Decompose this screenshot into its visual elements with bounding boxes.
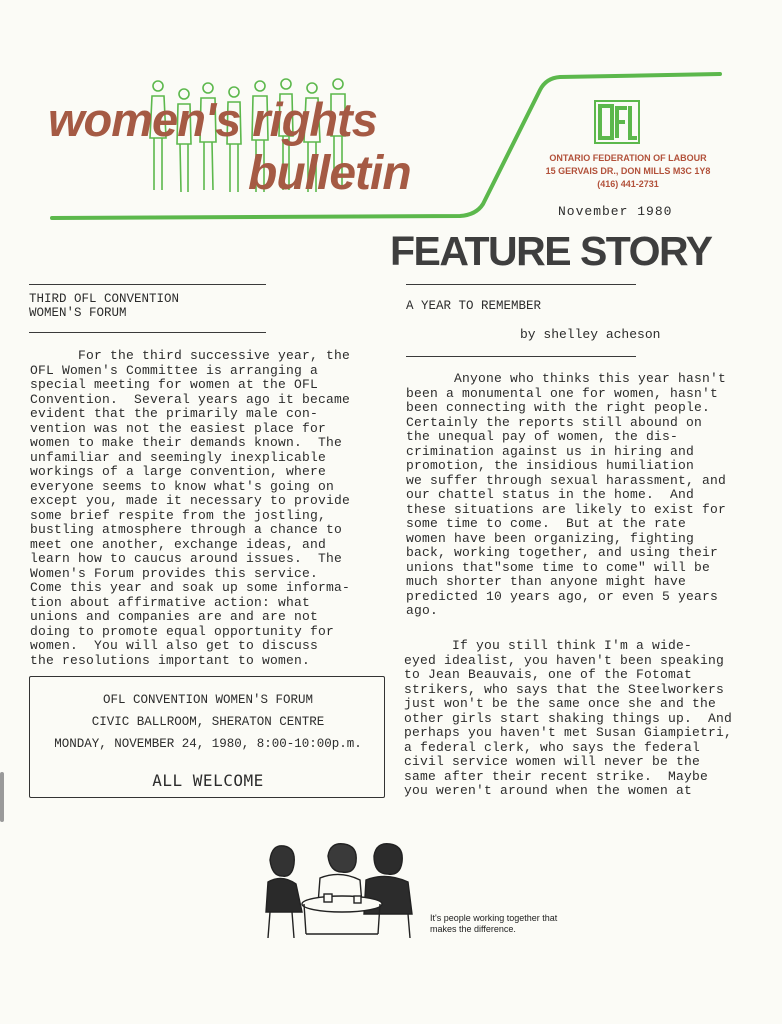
org-phone: (416) 441-2731 [597, 179, 659, 189]
left-article-line: For the third successive year, the [30, 348, 351, 363]
right-article-line: eyed idealist, you haven't been speaking [404, 652, 725, 668]
right-heading: A YEAR TO REMEMBER [406, 299, 542, 313]
left-article-line: special meeting for women at the OFL [30, 377, 319, 392]
page-edge-mark [0, 772, 4, 822]
right-article-line: some time to come. But at the rate [406, 516, 687, 531]
left-article-line: everyone seems to know what's going on [30, 478, 335, 494]
women-at-table-illustration [262, 842, 418, 942]
right-article-paragraph-2 [404, 639, 732, 799]
feature-title: FEATURE STORY [390, 228, 712, 274]
left-article-line: Come this year and soak up some informa- [30, 580, 351, 595]
ofl-logo [594, 100, 640, 144]
left-article-line: women to make their demands known. The [30, 435, 343, 450]
right-article-line: been connecting with the right people. [406, 400, 711, 415]
left-heading-rule-bottom [29, 332, 266, 333]
right-article-line: just won't be the same once she and the [404, 696, 717, 711]
caption-line1: It's people working together that [430, 913, 558, 923]
left-article-body [30, 349, 350, 668]
right-article-line: civil service women will never be the [404, 754, 701, 769]
left-article-line: workings of a large convention, where [30, 464, 327, 479]
notice-welcome: ALL WELCOME [152, 771, 264, 790]
right-article-line: crimination against us in hiring and [406, 443, 695, 459]
right-article-line: back, working together, and using their [406, 545, 719, 560]
right-article-line: been a monumental one for women, hasn't [406, 385, 719, 401]
right-article-line: women have been organizing, fighting [406, 530, 695, 546]
left-article-line: unions and companies are and are not [30, 609, 319, 624]
right-article-line: unions that"some time to come" will be [406, 559, 711, 575]
issue-date: November 1980 [558, 204, 673, 219]
left-article-line: unfamiliar and seemingly inexplicable [30, 449, 327, 465]
right-article-line: ago. [406, 603, 439, 618]
ofl-logo-text: OFL [617, 143, 619, 144]
left-article-line: vention was not the easiest place for [30, 420, 327, 436]
right-article-line: you weren't around when the women at [404, 783, 693, 798]
left-article-line: Convention. Several years ago it became [30, 391, 351, 407]
right-article-line: a federal clerk, who says the federal [404, 739, 701, 755]
right-article-line: to Jean Beauvais, one of the Fotomat [404, 667, 693, 682]
left-article-line: learn how to caucus around issues. The [30, 551, 343, 566]
left-heading-line1: THIRD OFL CONVENTION [29, 292, 180, 306]
right-article-line: promotion, the insidious humiliation [406, 458, 695, 473]
right-article-line: the unequal pay of women, the dis- [406, 429, 679, 444]
left-article-line: doing to promote equal opportunity for [30, 623, 335, 639]
byline: by shelley acheson [520, 327, 661, 342]
notice-title: OFL CONVENTION WOMEN'S FORUM [102, 693, 314, 707]
org-name: ONTARIO FEDERATION OF LABOUR [549, 153, 707, 163]
left-article-line: Women's Forum provides this service. [30, 565, 319, 581]
masthead-title-line1: women's rights [48, 93, 377, 146]
org-address: 15 GERVAIS DR., DON MILLS M3C 1Y8 [545, 166, 711, 176]
left-heading-rule-top [29, 284, 266, 285]
left-article-line: some brief respite from the jostling, [30, 507, 327, 523]
right-article-line: our chattel status in the home. And [406, 487, 695, 502]
left-article-line: the resolutions important to women. [30, 652, 311, 668]
right-article-line: If you still think I'm a wide- [404, 638, 693, 653]
right-article-line: we suffer through sexual harassment, and [406, 472, 727, 488]
right-article-line: strikers, who says that the Steelworkers [404, 681, 725, 697]
caption-line2: makes the difference. [430, 924, 516, 934]
left-article-line: OFL Women's Committee is arranging a [30, 362, 319, 378]
right-heading-rule-top [406, 284, 636, 285]
left-article-line: meet one another, exchange ideas, and [30, 536, 327, 552]
left-article-line: tion about affirmative action: what [30, 594, 311, 610]
right-article-line: predicted 10 years ago, or even 5 years [406, 588, 719, 604]
right-article-line: Certainly the reports still abound on [406, 414, 703, 430]
left-article-line: evident that the primarily male con- [30, 406, 319, 421]
illustration-caption [430, 913, 557, 935]
right-article-line: perhaps you haven't met Susan Giampietri, [404, 725, 733, 740]
right-article-line: much shorter than anyone might have [406, 574, 687, 589]
notice-datetime: MONDAY, NOVEMBER 24, 1980, 8:00-10:00p.m. [54, 737, 362, 751]
left-heading-line2: WOMEN'S FORUM [29, 306, 127, 320]
right-article-line: these situations are likely to exist for [406, 501, 727, 517]
right-heading-rule-bottom [406, 356, 636, 357]
left-article-line: women. You will also get to discuss [30, 638, 319, 653]
right-article-line: other girls start shaking things up. And [404, 710, 733, 726]
left-article-line: except you, made it necessary to provide [30, 493, 351, 508]
event-notice-box [29, 676, 385, 798]
notice-location: CIVIC BALLROOM, SHERATON CENTRE [91, 715, 325, 729]
masthead-title-line2: bulletin [248, 147, 411, 200]
right-article-line: same after their recent strike. Maybe [404, 768, 709, 784]
right-article-line: Anyone who thinks this year hasn't [406, 371, 727, 386]
left-article-line: bustling atmosphere through a chance to [30, 522, 343, 537]
right-article-paragraph-1 [406, 372, 726, 619]
